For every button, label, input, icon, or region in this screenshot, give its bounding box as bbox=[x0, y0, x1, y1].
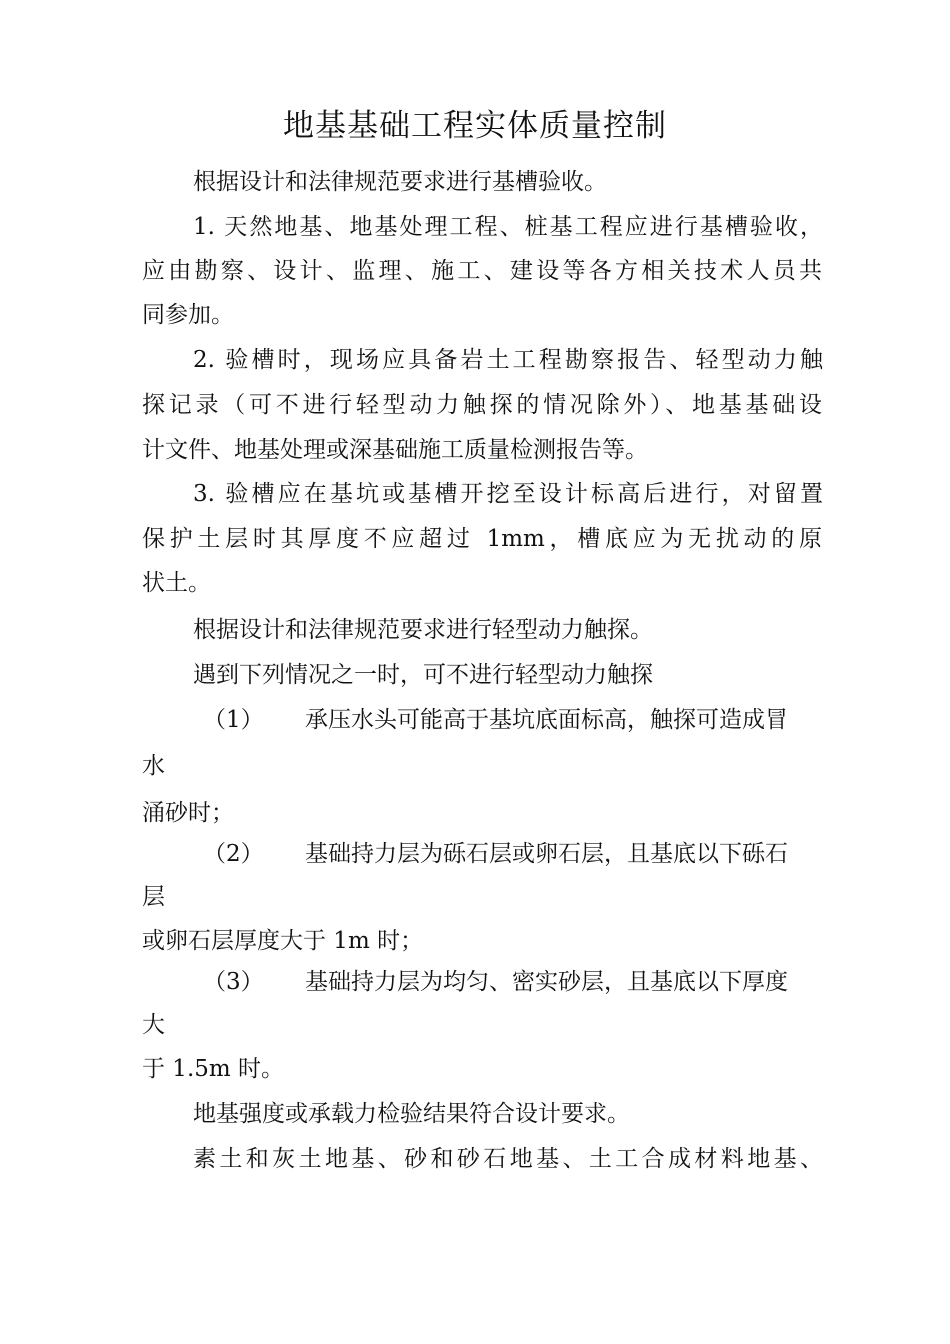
paragraph-line: 素土和灰土地基、砂和砂石地基、土工合成材料地基、 bbox=[193, 1146, 823, 1172]
paragraph-line: 大 bbox=[142, 1012, 165, 1038]
paragraph-line: 状土。 bbox=[142, 570, 211, 596]
paragraph-line: 遇到下列情况之一时，可不进行轻型动力触探 bbox=[193, 662, 653, 688]
list-item-text: 承压水头可能高于基坑底面标高，触探可造成冒 bbox=[305, 707, 788, 733]
paragraph-line: 计文件、地基处理或深基础施工质量检测报告等。 bbox=[142, 437, 648, 463]
paragraph-line: 根据设计和法律规范要求进行基槽验收。 bbox=[193, 169, 607, 195]
paragraph-line: 保护土层时其厚度不应超过 1mm，槽底应为无扰动的原 bbox=[142, 526, 822, 552]
list-item-text: 基础持力层为均匀、密实砂层，且基底以下厚度 bbox=[305, 969, 788, 995]
paragraph-line: 地基强度或承载力检验结果符合设计要求。 bbox=[193, 1101, 630, 1127]
list-item bbox=[203, 704, 823, 736]
paragraph-line: 涌砂时； bbox=[142, 800, 234, 826]
list-item-text: 基础持力层为砾石层或卵石层，且基底以下砾石 bbox=[305, 841, 788, 867]
list-item-number: （1） bbox=[203, 707, 264, 733]
document-title: 地基基础工程实体质量控制 bbox=[283, 108, 667, 144]
paragraph-line: 应由勘察、设计、监理、施工、建设等各方相关技术人员共 bbox=[142, 258, 822, 284]
paragraph-line: 水 bbox=[142, 753, 165, 779]
paragraph-line: 2. 验槽时，现场应具备岩土工程勘察报告、轻型动力触 bbox=[193, 347, 823, 373]
paragraph-line: 根据设计和法律规范要求进行轻型动力触探。 bbox=[193, 617, 653, 643]
list-item-number: （3） bbox=[203, 969, 264, 995]
paragraph-line: 探记录（可不进行轻型动力触探的情况除外）、地基基础设 bbox=[142, 392, 822, 418]
list-item bbox=[203, 838, 823, 870]
paragraph-line: 1. 天然地基、地基处理工程、桩基工程应进行基槽验收， bbox=[193, 214, 823, 240]
paragraph-line: 层 bbox=[142, 884, 165, 910]
paragraph-line: 于 1.5m 时。 bbox=[142, 1056, 285, 1082]
paragraph-line: 同参加。 bbox=[142, 302, 234, 328]
paragraph-line: 或卵石层厚度大于 1m 时； bbox=[142, 928, 424, 954]
list-item bbox=[203, 966, 823, 998]
list-item-number: （2） bbox=[203, 841, 264, 867]
paragraph-line: 3. 验槽应在基坑或基槽开挖至设计标高后进行，对留置 bbox=[193, 481, 823, 507]
